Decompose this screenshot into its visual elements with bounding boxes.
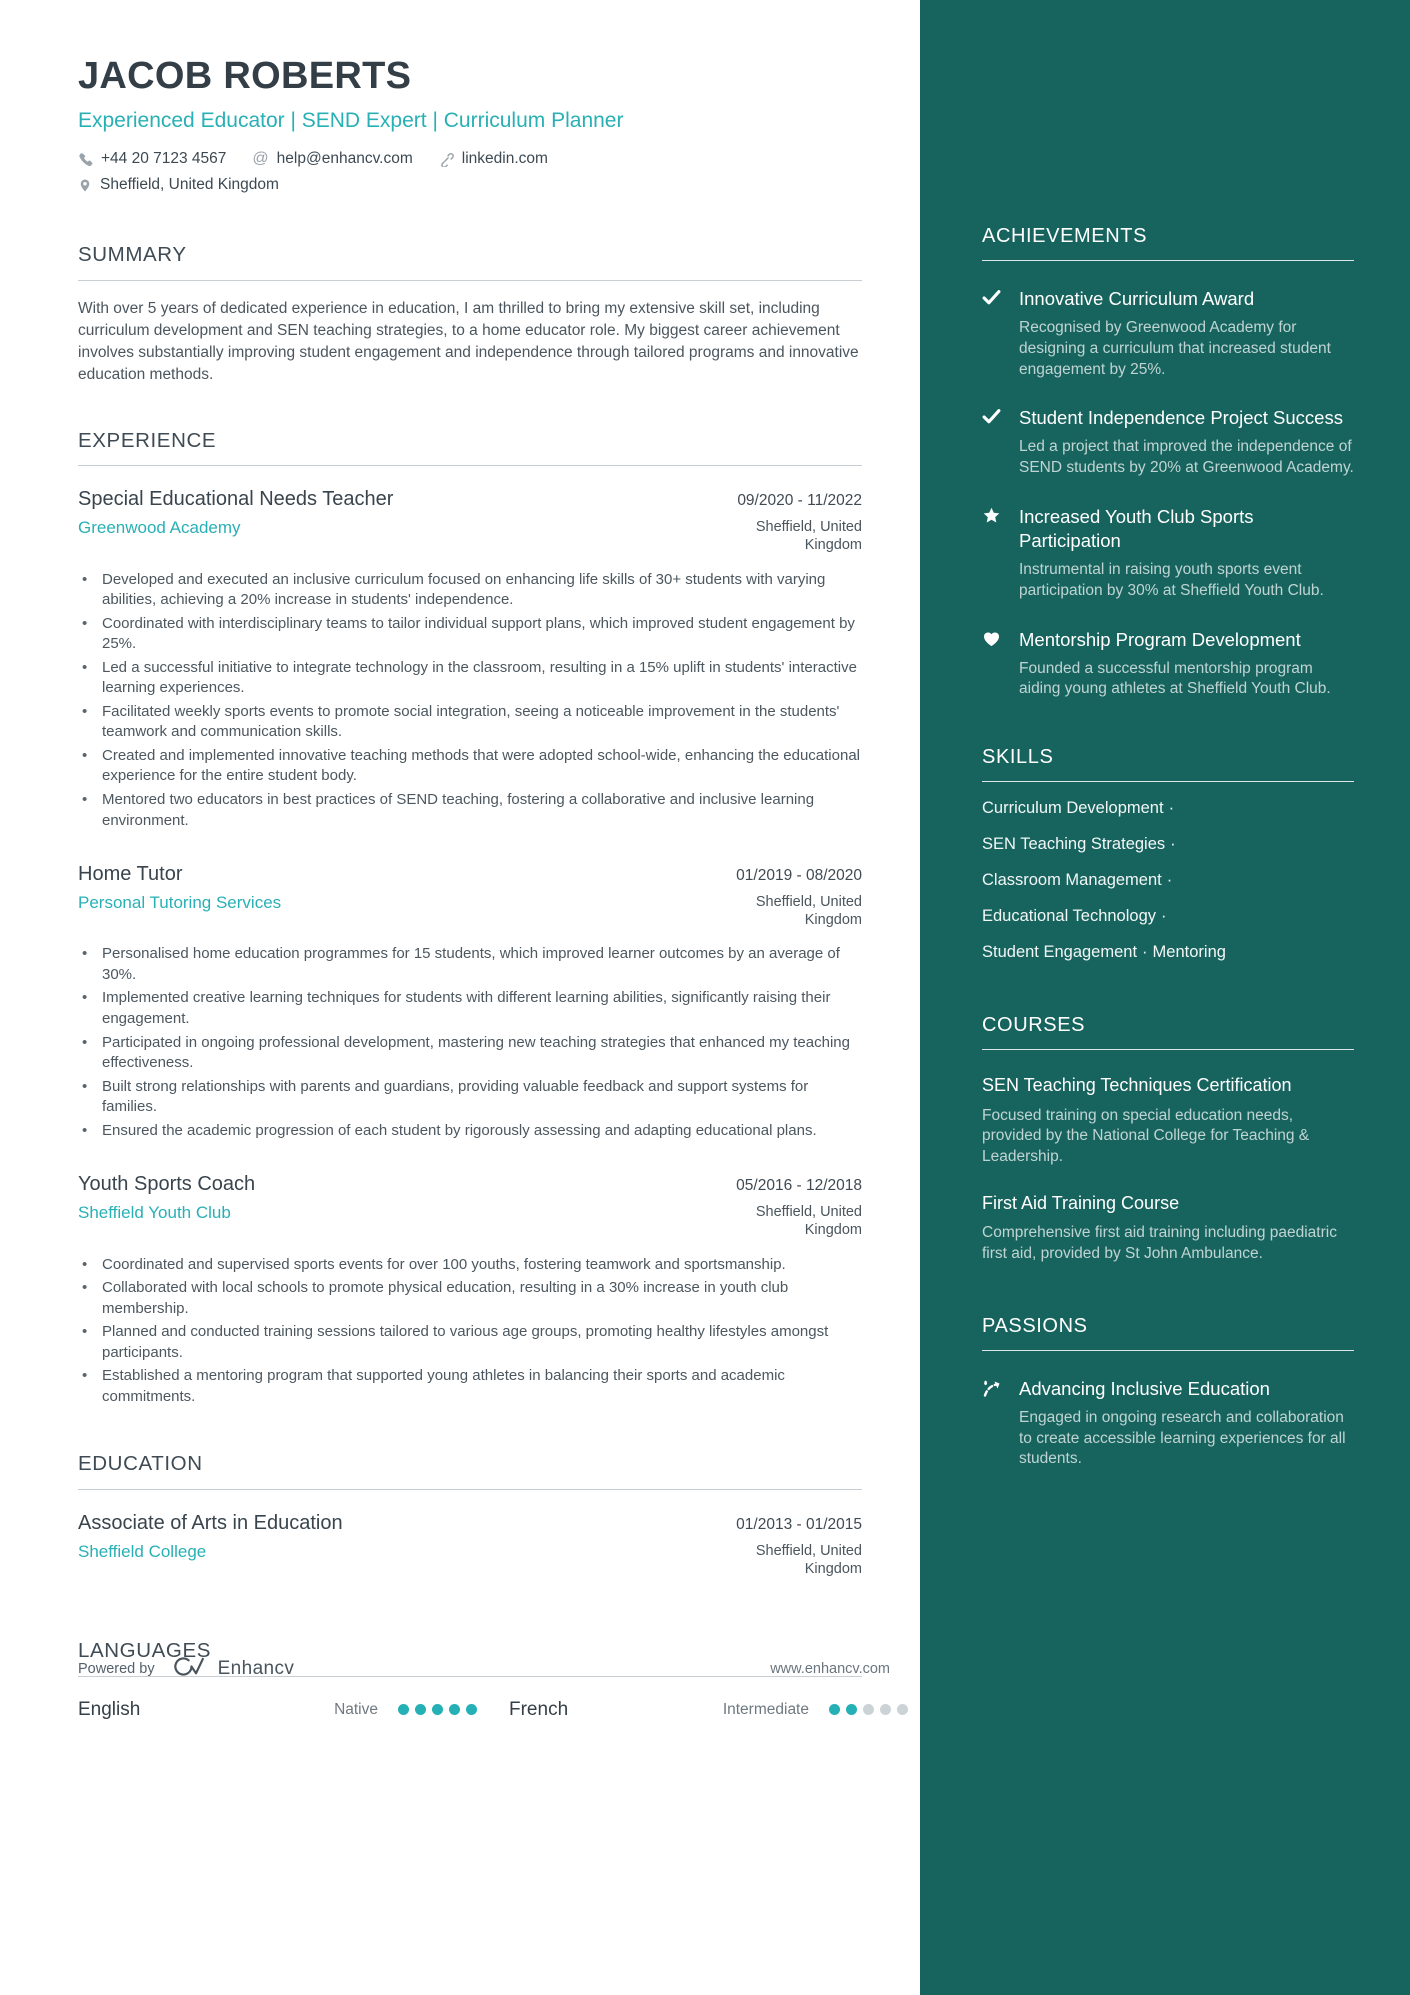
course-title: SEN Teaching Techniques Certification xyxy=(982,1075,1292,1096)
job-title: Home Tutor xyxy=(78,863,183,886)
passion-title: Advancing Inclusive Education xyxy=(1019,1377,1270,1399)
job-entry xyxy=(78,488,862,831)
contact-block xyxy=(78,150,862,194)
language-name: English xyxy=(78,1698,141,1720)
experience-heading: EXPERIENCE xyxy=(78,430,862,467)
skills-heading: SKILLS xyxy=(982,746,1354,782)
achievement-title: Innovative Curriculum Award xyxy=(1019,288,1255,309)
enhancv-brand-link[interactable] xyxy=(173,1655,295,1683)
location-text: Sheffield, United Kingdom xyxy=(100,176,279,194)
job-company-link[interactable]: Sheffield Youth Club xyxy=(78,1203,231,1223)
bullet-item: • Collaborated with local schools to promote physical education, resulting in a 30% increase in youth club membership. xyxy=(78,1278,862,1319)
person-name: JACOB ROBERTS xyxy=(78,55,412,97)
level-dot xyxy=(398,1704,409,1715)
skill-item: SEN Teaching Strategies · xyxy=(982,835,1176,854)
bullet-item: • Facilitated weekly sports events to promote social integration, seeing a noticeable improvement in the students' teamwork and communication skills. xyxy=(78,702,862,743)
job-dates: 05/2016 - 12/2018 xyxy=(736,1177,862,1195)
achievement-text: Founded a successful mentorship program aiding young athletes at Sheffield Youth Club. xyxy=(1019,659,1331,698)
languages-row xyxy=(78,1699,862,1721)
email-contact[interactable] xyxy=(252,150,412,168)
skill-separator: · xyxy=(1161,907,1167,926)
language-item xyxy=(509,1699,908,1721)
language-name: French xyxy=(509,1698,569,1720)
passions-heading: PASSIONS xyxy=(982,1315,1354,1351)
skill-separator: · xyxy=(1142,943,1148,962)
level-dot xyxy=(880,1704,891,1715)
skill-item: Curriculum Development · xyxy=(982,799,1175,818)
achievement-item xyxy=(982,628,1354,701)
job-title: Special Educational Needs Teacher xyxy=(78,488,394,511)
achievement-item xyxy=(982,505,1354,602)
job-entry xyxy=(78,863,862,1141)
level-dot xyxy=(863,1704,874,1715)
level-dot xyxy=(415,1704,426,1715)
achievements-section xyxy=(982,225,1354,700)
courses-heading: COURSES xyxy=(982,1014,1354,1050)
passions-section xyxy=(982,1315,1354,1470)
website-url[interactable]: linkedin.com xyxy=(461,150,548,168)
link-icon xyxy=(439,152,454,167)
contact-row-2 xyxy=(78,176,862,194)
passion-text: Engaged in ongoing research and collaboration to create accessible learning experiences for all students. xyxy=(1019,1408,1346,1468)
language-level: Intermediate xyxy=(722,1700,809,1718)
education-dates: 01/2013 - 01/2015 xyxy=(736,1515,862,1533)
job-entry xyxy=(78,1173,862,1407)
website-contact[interactable] xyxy=(439,150,548,168)
achievement-title: Mentorship Program Development xyxy=(1019,628,1301,650)
enhancv-brand-name: Enhancv xyxy=(217,1657,295,1679)
bullet-item: • Ensured the academic progression of each student by rigorously assessing and adapting educational plans. xyxy=(78,1121,862,1142)
degree-title: Associate of Arts in Education xyxy=(78,1511,343,1534)
education-location: Sheffield, United Kingdom xyxy=(755,1542,862,1578)
bullet-item: • Planned and conducted training sessions tailored to various age groups, promoting healthy lifestyles amongst participants. xyxy=(78,1322,862,1363)
star-icon xyxy=(982,505,1004,602)
contact-row-1 xyxy=(78,150,862,168)
achievement-text: Recognised by Greenwood Academy for designing a curriculum that increased student engagement by 25%. xyxy=(1019,319,1331,378)
bullet-item: • Developed and executed an inclusive curriculum focused on enhancing life skills of 30+ students with varying abilities, achieving a 20% increase in students' independence. xyxy=(78,570,862,611)
enhancv-logo-icon xyxy=(173,1655,209,1683)
powered-by-block xyxy=(78,1655,294,1683)
achievement-title: Increased Youth Club Sports Participation xyxy=(1019,505,1254,551)
job-title: Youth Sports Coach xyxy=(78,1173,256,1196)
language-level: Native xyxy=(334,1700,378,1718)
education-entry xyxy=(78,1512,862,1578)
language-item xyxy=(78,1699,477,1721)
course-item xyxy=(982,1074,1354,1168)
bullet-item: • Created and implemented innovative teaching methods that were adopted school-wide, enhancing the educational experience for the entire student body. xyxy=(78,746,862,787)
achievement-text: Led a project that improved the independence of SEND students by 20% at Greenwood Academy. xyxy=(1019,438,1354,477)
passion-item xyxy=(982,1377,1354,1470)
achievement-item xyxy=(982,287,1354,380)
skills-section xyxy=(982,746,1354,962)
level-dot xyxy=(449,1704,460,1715)
course-text: Focused training on special education needs, provided by the National College for Teaching & Leadership. xyxy=(982,1106,1310,1166)
summary-section xyxy=(78,244,862,386)
skill-separator: · xyxy=(1170,835,1176,854)
skill-separator: · xyxy=(1166,871,1173,890)
sidebar-column xyxy=(920,0,1410,1995)
level-dot xyxy=(466,1704,477,1715)
level-dot xyxy=(432,1704,443,1715)
summary-heading: SUMMARY xyxy=(78,244,862,281)
enhancv-website-link[interactable]: www.enhancv.com xyxy=(770,1660,890,1677)
achievement-item xyxy=(982,406,1354,479)
course-title: First Aid Training Course xyxy=(982,1192,1180,1213)
job-bullets xyxy=(78,944,862,1141)
skill-item: Student Engagement · Mentoring xyxy=(982,943,1226,962)
bullet-item: • Participated in ongoing professional development, mastering new teaching strategies that enhanced my teaching effectiveness. xyxy=(78,1033,862,1074)
level-dot xyxy=(897,1704,908,1715)
achievement-text: Instrumental in raising youth sports event participation by 30% at Sheffield Youth Club. xyxy=(1019,561,1324,599)
course-item xyxy=(982,1192,1354,1265)
job-dates: 09/2020 - 11/2022 xyxy=(737,492,862,510)
experience-section xyxy=(78,430,862,1408)
language-level-dots xyxy=(823,1704,908,1715)
heart-icon xyxy=(982,628,1004,701)
location-pin-icon xyxy=(78,178,92,193)
bullet-item: • Built strong relationships with parents and guardians, providing valuable feedback and support systems for families. xyxy=(78,1077,862,1118)
bullet-item: • Coordinated and supervised sports events for over 100 youths, fostering teamwork and sportsmanship. xyxy=(78,1255,862,1276)
job-dates: 01/2019 - 08/2020 xyxy=(736,867,862,885)
bullet-item: • Coordinated with interdisciplinary teams to tailor individual support plans, which improved student engagement by 25%. xyxy=(78,614,862,655)
phone-contact xyxy=(78,150,226,168)
job-location: Sheffield, United Kingdom xyxy=(755,894,862,929)
level-dot xyxy=(829,1704,840,1715)
languages-heading: LANGUAGES xyxy=(78,1640,862,1677)
education-section xyxy=(78,1453,862,1578)
route-arrow-icon xyxy=(982,1377,1004,1470)
powered-by-label: Powered by xyxy=(78,1660,155,1677)
skill-separator: · xyxy=(1168,799,1175,818)
level-dot xyxy=(846,1704,857,1715)
bullet-item: • Mentored two educators in best practices of SEND teaching, fostering a collaborative and inclusive learning environment. xyxy=(78,790,862,831)
job-location: Sheffield, United Kingdom xyxy=(755,1204,862,1239)
bullet-item: • Personalised home education programmes for 15 students, which improved learner outcomes by an average of 30%. xyxy=(78,944,862,985)
check-icon xyxy=(982,287,1004,380)
phone-icon xyxy=(78,152,93,167)
skill-item: Classroom Management · xyxy=(982,871,1173,890)
course-text: Comprehensive first aid training including paediatric first aid, provided by St John Ambulance. xyxy=(982,1224,1337,1262)
location-contact xyxy=(78,176,279,194)
language-level-dots xyxy=(392,1704,477,1715)
phone-number: +44 20 7123 4567 xyxy=(101,150,227,168)
bullet-item: • Established a mentoring program that supported young athletes in balancing their sports and academic commitments. xyxy=(78,1366,862,1407)
courses-section xyxy=(982,1014,1354,1265)
job-company-link[interactable]: Greenwood Academy xyxy=(78,518,241,538)
achievements-heading: ACHIEVEMENTS xyxy=(982,225,1354,261)
job-bullets xyxy=(78,1255,862,1408)
at-sign-icon: @ xyxy=(252,150,269,168)
summary-text: With over 5 years of dedicated experience in education, I am thrilled to bring my extensive skill set, including curriculum development and SEN teaching strategies, to a home educator role. My biggest career achievement involves substantially improving student engagement and independence through tailored programs and innovative education methods. xyxy=(78,299,859,383)
achievement-title: Student Independence Project Success xyxy=(1019,407,1343,429)
bullet-item: • Implemented creative learning techniques for students with different learning abilities, significantly raising their engagement. xyxy=(78,988,862,1029)
professional-title: Experienced Educator | SEND Expert | Curriculum Planner xyxy=(78,109,624,132)
footer xyxy=(78,1655,890,1683)
email-address[interactable]: help@enhancv.com xyxy=(276,150,413,168)
bullet-item: • Led a successful initiative to integrate technology in the classroom, resulting in a 15% uplift in students' interactive learning experiences. xyxy=(78,658,862,699)
school-link[interactable]: Sheffield College xyxy=(78,1541,207,1561)
skill-item: Educational Technology · xyxy=(982,907,1167,926)
job-location: Sheffield, United Kingdom xyxy=(755,519,862,554)
job-company-link[interactable]: Personal Tutoring Services xyxy=(78,893,282,913)
job-bullets xyxy=(78,570,862,832)
check-icon xyxy=(982,406,1004,479)
education-heading: EDUCATION xyxy=(78,1453,862,1490)
